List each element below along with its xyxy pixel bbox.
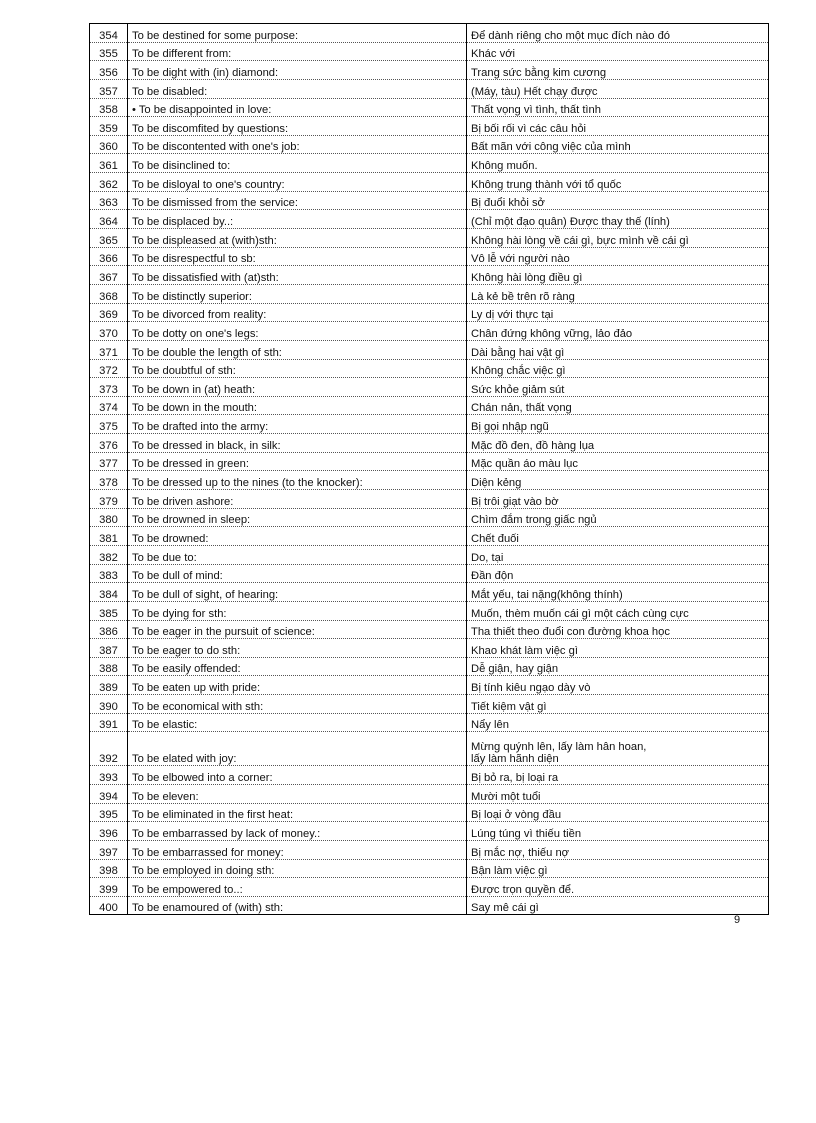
- row-number: 368: [90, 284, 128, 303]
- vietnamese-meaning: [467, 135, 769, 154]
- vietnamese-meaning: [467, 878, 769, 897]
- vietnamese-meaning: [467, 583, 769, 602]
- table-row: [90, 657, 769, 676]
- table-row: [90, 266, 769, 285]
- row-number: 378: [90, 471, 128, 490]
- table-row: [90, 247, 769, 266]
- row-number: 391: [90, 713, 128, 732]
- meaning-line: Mười một tuổi: [471, 790, 541, 803]
- row-number: 399: [90, 878, 128, 897]
- meaning-line: Chìm đắm trong giấc ngủ: [471, 514, 597, 527]
- vietnamese-meaning: [467, 601, 769, 620]
- meaning-line: Mặc đồ đen, đồ hàng lụa: [471, 439, 595, 452]
- meaning-line: Bị bối rối vì các câu hỏi: [471, 122, 587, 135]
- table-row: [90, 61, 769, 80]
- meaning-line: Bị tính kiêu ngạo dày vò: [471, 682, 591, 695]
- meaning-line: Không chắc việc gì: [471, 365, 566, 378]
- table-row: [90, 545, 769, 564]
- meaning-line: Mắt yếu, tai nặng(không thính): [471, 588, 623, 601]
- meaning-line: Mừng quýnh lên, lấy làm hân hoan,: [471, 741, 647, 754]
- vietnamese-meaning: [467, 284, 769, 303]
- table-row: [90, 117, 769, 136]
- table-row: [90, 840, 769, 859]
- vietnamese-meaning: [467, 840, 769, 859]
- row-number: 371: [90, 340, 128, 359]
- vietnamese-meaning: [467, 657, 769, 676]
- meaning-line: Ly dị với thực tại: [471, 309, 554, 322]
- vietnamese-meaning: [467, 896, 769, 915]
- vietnamese-meaning: [467, 766, 769, 785]
- row-number: 370: [90, 322, 128, 341]
- table-row: [90, 859, 769, 878]
- row-number: 373: [90, 378, 128, 397]
- meaning-line: (Máy, tàu) Hết chạy được: [471, 85, 598, 98]
- meaning-line: Không hài lòng điều gì: [471, 271, 583, 284]
- meaning-line: Bị mắc nợ, thiếu nợ: [471, 846, 569, 859]
- meaning-line: Tha thiết theo đuổi con đường khoa học: [471, 626, 670, 639]
- row-number: 387: [90, 639, 128, 658]
- table-row: [90, 766, 769, 785]
- vietnamese-meaning: [467, 42, 769, 61]
- vietnamese-meaning: [467, 732, 769, 766]
- row-number: 359: [90, 117, 128, 136]
- vietnamese-meaning: [467, 154, 769, 173]
- table-row: [90, 378, 769, 397]
- table-row: [90, 695, 769, 714]
- table-row: [90, 527, 769, 546]
- row-number: 367: [90, 266, 128, 285]
- table-row: [90, 471, 769, 490]
- table-row: [90, 620, 769, 639]
- english-phrase: To be economical with sth:: [128, 695, 467, 714]
- english-phrase: To be discontented with one's job:: [128, 135, 467, 154]
- vietnamese-meaning: [467, 247, 769, 266]
- vietnamese-meaning: [467, 803, 769, 822]
- vietnamese-meaning: [467, 322, 769, 341]
- english-phrase: • To be disappointed in love:: [128, 98, 467, 117]
- phrase-table-body: [90, 24, 769, 915]
- meaning-line: Bị trôi giạt vào bờ: [471, 495, 559, 508]
- vietnamese-meaning: [467, 173, 769, 192]
- table-row: [90, 784, 769, 803]
- row-number: 382: [90, 545, 128, 564]
- table-row: [90, 284, 769, 303]
- row-number: 374: [90, 396, 128, 415]
- vietnamese-meaning: [467, 620, 769, 639]
- vietnamese-meaning: [467, 676, 769, 695]
- row-number: 365: [90, 229, 128, 248]
- vietnamese-meaning: [467, 210, 769, 229]
- meaning-line: Bất mãn với công việc của mình: [471, 141, 631, 154]
- row-number: 363: [90, 191, 128, 210]
- row-number: 388: [90, 657, 128, 676]
- row-number: 361: [90, 154, 128, 173]
- row-number: 386: [90, 620, 128, 639]
- vietnamese-meaning: [467, 229, 769, 248]
- table-row: [90, 135, 769, 154]
- table-row: [90, 601, 769, 620]
- vietnamese-meaning: [467, 695, 769, 714]
- english-phrase: To be dotty on one's legs:: [128, 322, 467, 341]
- meaning-line: Bị gọi nhập ngũ: [471, 421, 549, 434]
- vietnamese-meaning: [467, 713, 769, 732]
- english-phrase: To be dying for sth:: [128, 601, 467, 620]
- vietnamese-meaning: [467, 508, 769, 527]
- row-number: 390: [90, 695, 128, 714]
- english-phrase: To be disloyal to one's country:: [128, 173, 467, 192]
- row-number: 398: [90, 859, 128, 878]
- meaning-line: Tiết kiệm vật gì: [471, 700, 547, 713]
- english-phrase: To be dressed up to the nines (to the knocker):: [128, 471, 467, 490]
- vietnamese-meaning: [467, 434, 769, 453]
- vietnamese-meaning: [467, 471, 769, 490]
- english-phrase: To be dissatisfied with (at)sth:: [128, 266, 467, 285]
- page-number: 9: [734, 914, 741, 926]
- english-phrase: To be dull of sight, of hearing:: [128, 583, 467, 602]
- phrase-table: [89, 23, 769, 915]
- english-phrase: To be employed in doing sth:: [128, 859, 467, 878]
- table-row: [90, 340, 769, 359]
- english-phrase: To be dight with (in) diamond:: [128, 61, 467, 80]
- row-number: 395: [90, 803, 128, 822]
- vietnamese-meaning: [467, 266, 769, 285]
- meaning-line: Nẩy lên: [471, 719, 509, 732]
- row-number: 384: [90, 583, 128, 602]
- vietnamese-meaning: [467, 527, 769, 546]
- table-row: [90, 508, 769, 527]
- row-number: 376: [90, 434, 128, 453]
- row-number: 354: [90, 24, 128, 43]
- row-number: 369: [90, 303, 128, 322]
- english-phrase: To be down in (at) heath:: [128, 378, 467, 397]
- table-row: [90, 639, 769, 658]
- row-number: 357: [90, 79, 128, 98]
- meaning-line: Khác với: [471, 48, 516, 61]
- meaning-line: Vô lễ với người nào: [471, 253, 570, 266]
- english-phrase: To be drafted into the army:: [128, 415, 467, 434]
- row-number: 393: [90, 766, 128, 785]
- vietnamese-meaning: [467, 191, 769, 210]
- meaning-line: Không muốn.: [471, 160, 538, 173]
- english-phrase: To be disabled:: [128, 79, 467, 98]
- row-number: 372: [90, 359, 128, 378]
- meaning-line: Trang sức bằng kim cương: [471, 66, 607, 79]
- english-phrase: To be elated with joy:: [128, 732, 467, 766]
- vietnamese-meaning: [467, 396, 769, 415]
- english-phrase: To be embarrassed for money:: [128, 840, 467, 859]
- vietnamese-meaning: [467, 784, 769, 803]
- meaning-line: Không hài lòng về cái gì, bực mình về cái gì: [471, 234, 689, 247]
- english-phrase: To be displeased at (with)sth:: [128, 229, 467, 248]
- english-phrase: To be eaten up with pride:: [128, 676, 467, 695]
- english-phrase: To be discomfited by questions:: [128, 117, 467, 136]
- table-row: [90, 191, 769, 210]
- meaning-line: Bận làm việc gì: [471, 865, 548, 878]
- english-phrase: To be eliminated in the first heat:: [128, 803, 467, 822]
- meaning-line: (Chỉ một đạo quân) Được thay thế (lính): [471, 216, 670, 229]
- english-phrase: To be eager in the pursuit of science:: [128, 620, 467, 639]
- english-phrase: To be displaced by..:: [128, 210, 467, 229]
- meaning-line: Dễ giận, hay giận: [471, 663, 559, 676]
- row-number: 379: [90, 490, 128, 509]
- table-row: [90, 415, 769, 434]
- meaning-line: Dài bằng hai vật gì: [471, 346, 565, 359]
- table-row: [90, 732, 769, 766]
- row-number: 362: [90, 173, 128, 192]
- english-phrase: To be elastic:: [128, 713, 467, 732]
- table-row: [90, 79, 769, 98]
- english-phrase: To be empowered to..:: [128, 878, 467, 897]
- row-number: 358: [90, 98, 128, 117]
- vietnamese-meaning: [467, 359, 769, 378]
- table-row: [90, 452, 769, 471]
- row-number: 400: [90, 896, 128, 915]
- table-row: [90, 24, 769, 43]
- vietnamese-meaning: [467, 415, 769, 434]
- table-row: [90, 896, 769, 915]
- row-number: 364: [90, 210, 128, 229]
- english-phrase: To be drowned:: [128, 527, 467, 546]
- meaning-line: Chân đứng không vững, lảo đảo: [471, 327, 633, 340]
- row-number: 392: [90, 732, 128, 766]
- meaning-line: Sức khỏe giảm sút: [471, 383, 565, 396]
- row-number: 396: [90, 822, 128, 841]
- row-number: 389: [90, 676, 128, 695]
- row-number: 375: [90, 415, 128, 434]
- english-phrase: To be embarrassed by lack of money.:: [128, 822, 467, 841]
- meaning-line: Muốn, thèm muốn cái gì một cách cùng cực: [471, 607, 689, 620]
- english-phrase: To be double the length of sth:: [128, 340, 467, 359]
- meaning-line: Thất vọng vì tình, thất tình: [471, 104, 601, 117]
- vietnamese-meaning: [467, 452, 769, 471]
- vietnamese-meaning: [467, 490, 769, 509]
- vietnamese-meaning: [467, 61, 769, 80]
- vietnamese-meaning: [467, 545, 769, 564]
- row-number: 397: [90, 840, 128, 859]
- table-row: [90, 42, 769, 61]
- meaning-line: Không trung thành với tổ quốc: [471, 178, 622, 191]
- vietnamese-meaning: [467, 378, 769, 397]
- english-phrase: To be divorced from reality:: [128, 303, 467, 322]
- meaning-line: Đần độn: [471, 570, 514, 583]
- row-number: 355: [90, 42, 128, 61]
- meaning-line: Khao khát làm việc gì: [471, 644, 578, 657]
- table-row: [90, 878, 769, 897]
- english-phrase: To be easily offended:: [128, 657, 467, 676]
- vietnamese-meaning: [467, 340, 769, 359]
- table-row: [90, 676, 769, 695]
- row-number: 381: [90, 527, 128, 546]
- english-phrase: To be different from:: [128, 42, 467, 61]
- vietnamese-meaning: [467, 822, 769, 841]
- english-phrase: To be dull of mind:: [128, 564, 467, 583]
- meaning-line: Bị bỏ ra, bị loại ra: [471, 771, 559, 784]
- english-phrase: To be dressed in green:: [128, 452, 467, 471]
- english-phrase: To be eleven:: [128, 784, 467, 803]
- english-phrase: To be enamoured of (with) sth:: [128, 896, 467, 915]
- meaning-line: Say mê cái gì: [471, 902, 539, 915]
- table-row: [90, 434, 769, 453]
- english-phrase: To be elbowed into a corner:: [128, 766, 467, 785]
- meaning-line: Do, tại: [471, 551, 504, 564]
- table-row: [90, 359, 769, 378]
- table-row: [90, 583, 769, 602]
- meaning-line: Bị đuổi khỏi sở: [471, 197, 545, 210]
- table-row: [90, 822, 769, 841]
- table-row: [90, 154, 769, 173]
- vietnamese-meaning: [467, 98, 769, 117]
- english-phrase: To be destined for some purpose:: [128, 24, 467, 43]
- english-phrase: To be disrespectful to sb:: [128, 247, 467, 266]
- english-phrase: To be due to:: [128, 545, 467, 564]
- meaning-line: Chán nản, thất vọng: [471, 402, 572, 415]
- vietnamese-meaning: [467, 303, 769, 322]
- meaning-line: Được trọn quyền để.: [471, 883, 575, 896]
- table-row: [90, 173, 769, 192]
- table-row: [90, 303, 769, 322]
- table-row: [90, 564, 769, 583]
- table-row: [90, 490, 769, 509]
- english-phrase: To be eager to do sth:: [128, 639, 467, 658]
- table-row: [90, 229, 769, 248]
- vietnamese-meaning: [467, 564, 769, 583]
- row-number: 385: [90, 601, 128, 620]
- table-row: [90, 210, 769, 229]
- meaning-line: Lúng túng vì thiếu tiền: [471, 827, 582, 840]
- meaning-line: Chết đuối: [471, 532, 519, 545]
- row-number: 377: [90, 452, 128, 471]
- row-number: 356: [90, 61, 128, 80]
- vietnamese-meaning: [467, 79, 769, 98]
- table-row: [90, 322, 769, 341]
- row-number: 360: [90, 135, 128, 154]
- table-row: [90, 713, 769, 732]
- row-number: 383: [90, 564, 128, 583]
- meaning-line: Là kẻ bề trên rõ ràng: [471, 290, 575, 303]
- english-phrase: To be driven ashore:: [128, 490, 467, 509]
- meaning-line: Mặc quần áo màu lục: [471, 458, 578, 471]
- vietnamese-meaning: [467, 117, 769, 136]
- meaning-line: Để dành riêng cho một mục đích nào đó: [471, 29, 671, 42]
- english-phrase: To be dismissed from the service:: [128, 191, 467, 210]
- table-row: [90, 396, 769, 415]
- meaning-line: Diện kẻng: [471, 477, 522, 490]
- vietnamese-meaning: [467, 639, 769, 658]
- table-row: [90, 98, 769, 117]
- meaning-line-continued: lấy làm hãnh diện: [471, 753, 559, 766]
- table-row: [90, 803, 769, 822]
- vietnamese-meaning: [467, 859, 769, 878]
- vietnamese-meaning: [467, 24, 769, 43]
- row-number: 366: [90, 247, 128, 266]
- english-phrase: To be disinclined to:: [128, 154, 467, 173]
- row-number: 394: [90, 784, 128, 803]
- english-phrase: To be dressed in black, in silk:: [128, 434, 467, 453]
- english-phrase: To be drowned in sleep:: [128, 508, 467, 527]
- english-phrase: To be down in the mouth:: [128, 396, 467, 415]
- meaning-line: Bị loại ở vòng đầu: [471, 809, 562, 822]
- row-number: 380: [90, 508, 128, 527]
- english-phrase: To be doubtful of sth:: [128, 359, 467, 378]
- english-phrase: To be distinctly superior:: [128, 284, 467, 303]
